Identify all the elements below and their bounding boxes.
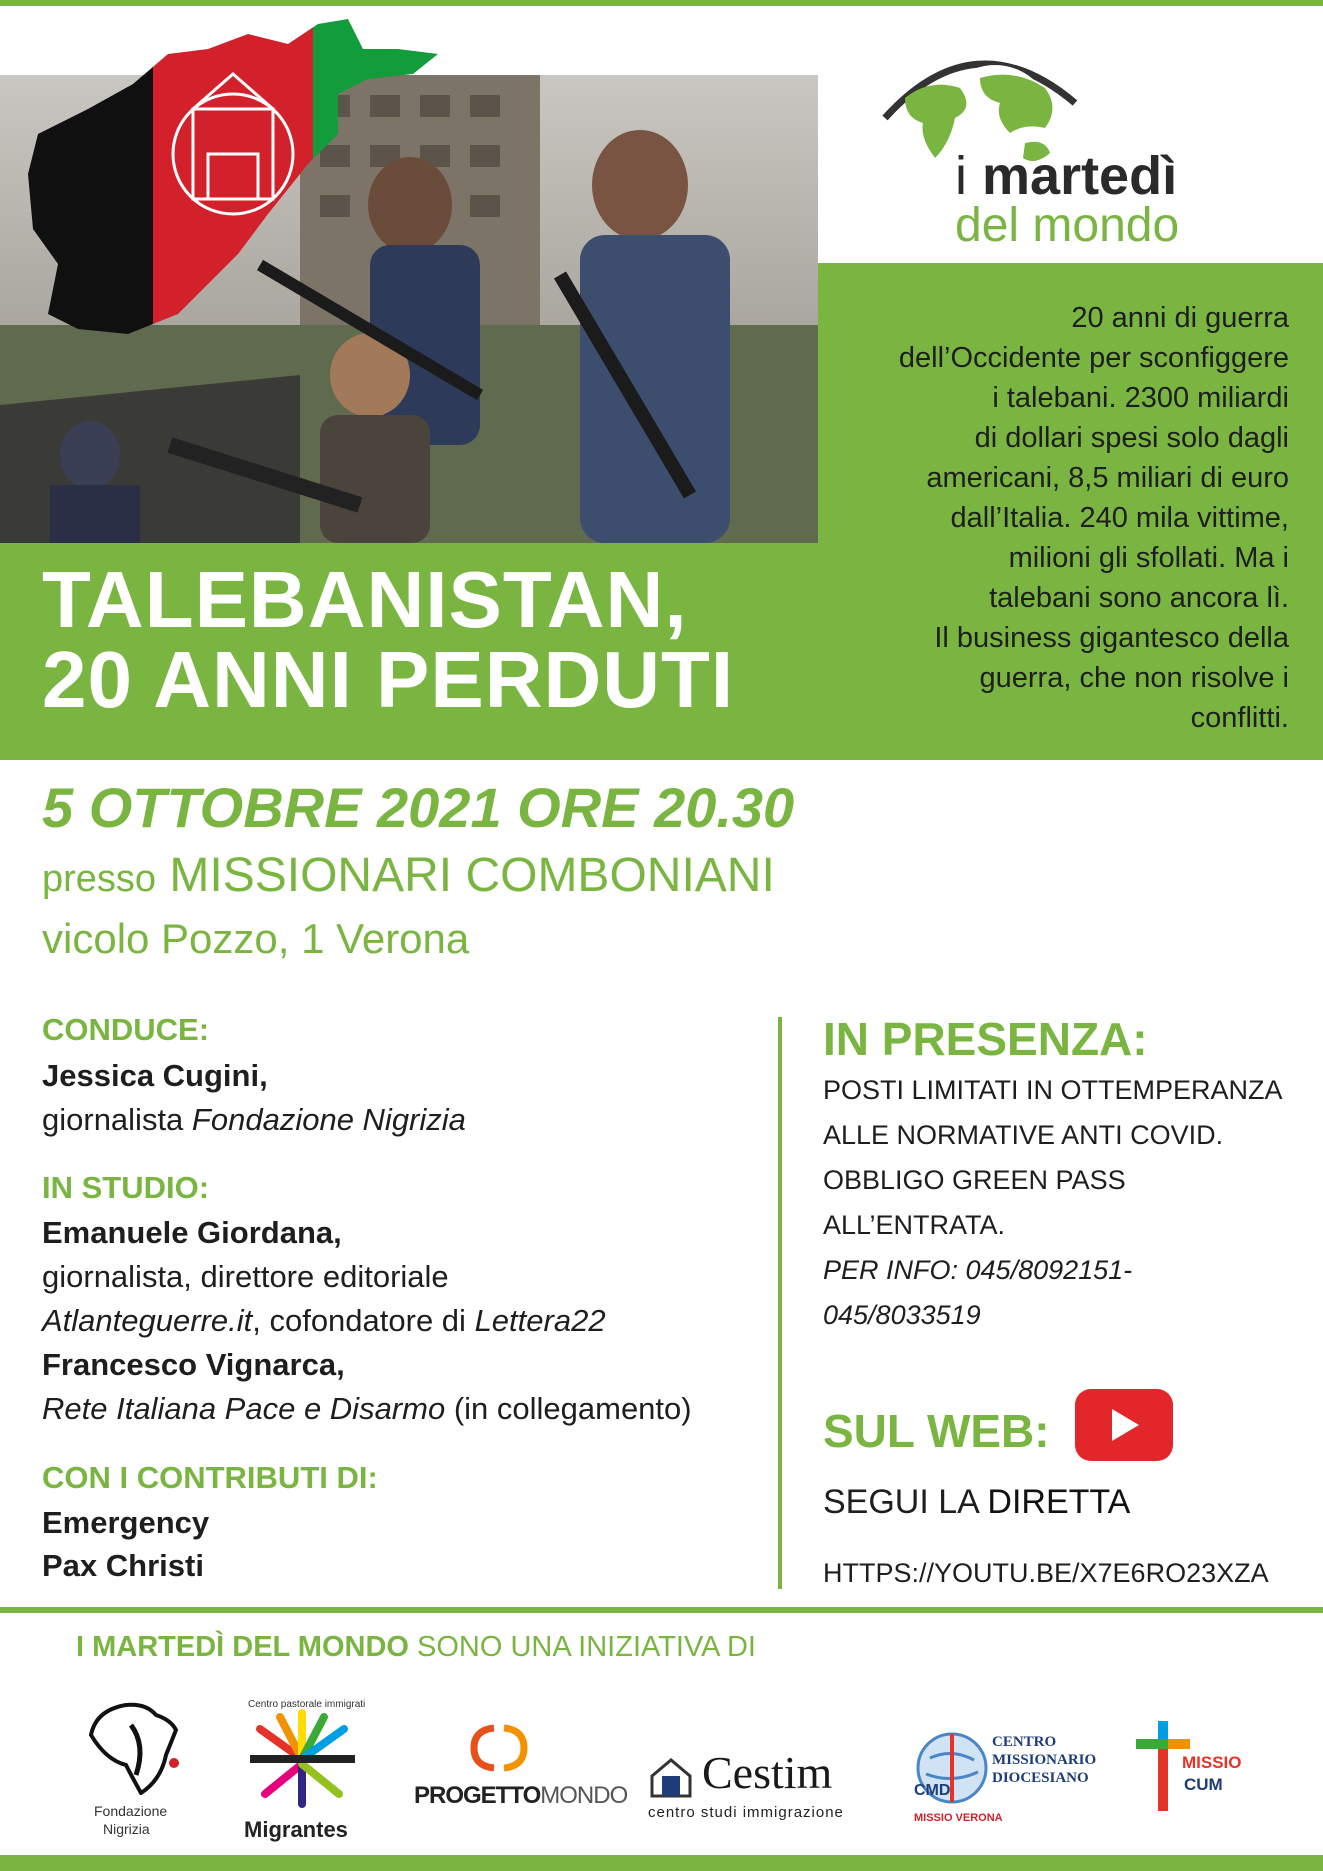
description-line: dall’Italia. 240 mila vittime, — [950, 502, 1289, 534]
cestim-logo — [648, 1747, 863, 1825]
presence-line: ALL’ENTRATA. — [823, 1210, 1006, 1240]
description-line: conflitti. — [1190, 702, 1289, 734]
host-role-prefix: giornalista — [42, 1102, 192, 1137]
description-line: di dollari spesi solo dagli — [974, 422, 1289, 454]
nigrizia-line2: Nigrizia — [103, 1821, 150, 1837]
cmd-line: MISSIONARIO — [992, 1752, 1097, 1768]
description-line: dell’Occidente per sconfiggere — [898, 342, 1289, 374]
missio-line2: CUM — [1184, 1775, 1223, 1794]
guest1-org: Lettera22 — [474, 1303, 606, 1338]
studio-label: IN STUDIO: — [42, 1170, 210, 1205]
youtube-link[interactable]: HTTPS://YOUTU.BE/X7E6RO23XZA — [823, 1558, 1269, 1588]
progetto-b: MONDO — [540, 1782, 628, 1809]
migrantes-logo — [240, 1695, 365, 1845]
web-heading: SUL WEB: — [823, 1405, 1050, 1457]
progetto-mondo-icon — [464, 1720, 534, 1776]
contributor: Emergency — [42, 1505, 210, 1540]
cmd-line: CENTRO — [992, 1734, 1057, 1750]
cestim-name: Cestim — [702, 1747, 833, 1798]
migrantes-name: Migrantes — [244, 1817, 348, 1842]
host-role-org: Fondazione Nigrizia — [191, 1102, 466, 1137]
event-date: 5 OTTOBRE 2021 ORE 20.30 — [42, 776, 795, 839]
progetto-mondo-name — [414, 1782, 627, 1810]
event-description — [839, 298, 1289, 738]
event-title-line1: TALEBANISTAN, — [42, 555, 688, 644]
footer-caption — [76, 1631, 756, 1664]
follow-prefix: SEGUI LA — [823, 1483, 988, 1521]
contrib-label: CON I CONTRIBUTI DI: — [42, 1460, 378, 1495]
guest1-role-line1: giornalista, direttore editoriale — [42, 1259, 449, 1294]
guest1-role-line2 — [42, 1303, 606, 1339]
brand-prefix: i — [955, 146, 967, 206]
presence-line: OBBLIGO GREEN PASS — [823, 1165, 1126, 1195]
fondazione-nigrizia-logo — [76, 1695, 191, 1845]
presence-line: ALLE NORMATIVE ANTI COVID. — [823, 1120, 1224, 1150]
footer-rest: SONO UNA INIZIATIVA DI — [408, 1631, 756, 1663]
youtube-play-icon[interactable] — [1075, 1389, 1173, 1461]
follow-live — [823, 1483, 1130, 1522]
description-line: americani, 8,5 miliari di euro — [926, 462, 1289, 494]
guest1-name: Emanuele Giordana, — [42, 1215, 342, 1250]
cmd-subtitle: MISSIO VERONA — [914, 1812, 1003, 1824]
cmd-logo — [912, 1720, 1112, 1840]
venue-name: MISSIONARI COMBONIANI — [169, 849, 775, 902]
progetto-a: PROGETTO — [414, 1782, 541, 1809]
description-line: Il business gigantesco della — [934, 622, 1289, 654]
missio-line1: MISSIO — [1182, 1753, 1242, 1772]
play-triangle-icon — [1075, 1389, 1173, 1461]
missio-cum-logo — [1134, 1715, 1284, 1835]
footer-bold: I MARTEDÌ DEL MONDO — [76, 1631, 409, 1663]
brand-word: martedì — [982, 146, 1178, 206]
event-title-line2: 20 ANNI PERDUTI — [42, 635, 735, 724]
guest2-org: Rete Italiana Pace e Disarmo — [42, 1391, 446, 1426]
follow-word: DIRETTA — [987, 1483, 1131, 1521]
africa-icon — [76, 1695, 191, 1795]
contributor: Pax Christi — [42, 1548, 204, 1583]
cmd-line: DIOCESIANO — [992, 1770, 1089, 1786]
cestim-house-icon — [648, 1754, 694, 1800]
bottom-border — [0, 1855, 1323, 1871]
guest2-role — [42, 1391, 692, 1427]
guest1-site: Atlanteguerre.it — [42, 1303, 253, 1338]
guest2-note: (in collegamento) — [445, 1391, 692, 1426]
event-venue — [42, 848, 775, 903]
guest1-role-mid: , cofondatore di — [252, 1303, 475, 1338]
footer-separator — [0, 1607, 1323, 1613]
guest2-name: Francesco Vignarca, — [42, 1347, 345, 1382]
description-line: 20 anni di guerra — [1071, 302, 1289, 334]
top-border — [0, 0, 1323, 6]
presence-line: POSTI LIMITATI IN OTTEMPERANZA — [823, 1075, 1283, 1105]
hands-icon — [240, 1709, 365, 1809]
migrantes-arc: Centro pastorale immigrati — [248, 1699, 366, 1710]
cmd-badge: CMD — [914, 1782, 951, 1799]
host-role — [42, 1102, 466, 1138]
venue-prefix: presso — [42, 858, 157, 900]
column-divider — [778, 1017, 782, 1589]
info-line: PER INFO: 045/8092151- — [823, 1255, 1133, 1285]
description-line: milioni gli sfollati. Ma i — [1008, 542, 1289, 574]
presence-heading: IN PRESENZA: — [823, 1013, 1148, 1065]
host-name: Jessica Cugini, — [42, 1058, 268, 1093]
afghanistan-flag-map — [18, 14, 468, 344]
progetto-mondo-logo — [414, 1720, 628, 1830]
description-line: talebani sono ancora lì. — [989, 582, 1289, 614]
nigrizia-line1: Fondazione — [94, 1803, 168, 1819]
brand-subtitle: del mondo — [955, 199, 1180, 252]
event-address: vicolo Pozzo, 1 Verona — [42, 915, 470, 962]
info-line: 045/8033519 — [823, 1300, 981, 1330]
description-line: i talebani. 2300 miliardi — [992, 382, 1289, 414]
conduce-label: CONDUCE: — [42, 1012, 210, 1047]
description-line: guerra, che non risolve i — [979, 662, 1289, 694]
event-title — [42, 555, 735, 724]
cestim-subtitle: centro studi immigrazione — [648, 1804, 844, 1821]
